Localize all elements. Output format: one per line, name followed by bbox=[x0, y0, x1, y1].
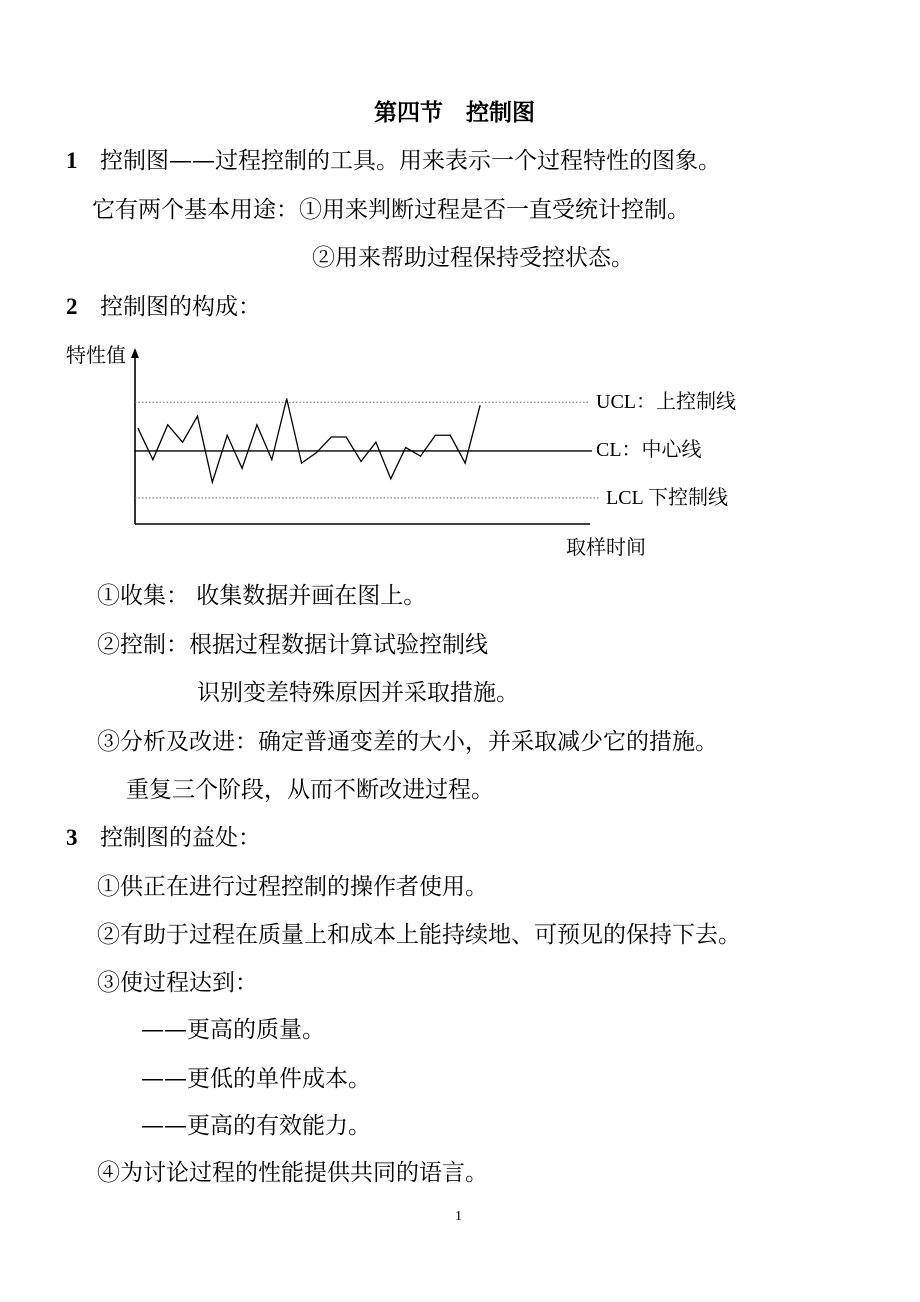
page-title: 第四节 控制图 bbox=[374, 99, 535, 126]
chart-y-axis-label: 特性值 bbox=[66, 343, 126, 367]
chart-data-point bbox=[316, 452, 317, 453]
section-2-heading: 控制图的构成： bbox=[100, 294, 261, 320]
control-chart bbox=[0, 0, 920, 600]
chart-y-axis-arrow-icon bbox=[131, 348, 139, 358]
benefit-subitem: ——更高的质量。 bbox=[141, 1017, 325, 1043]
chart-lcl-label: LCL 下控制线 bbox=[606, 487, 729, 509]
chart-ucl-label: UCL：上控制线 bbox=[596, 391, 736, 413]
chart-data-point bbox=[301, 463, 302, 464]
chart-data-point bbox=[137, 428, 138, 429]
benefit-item: ①供正在进行过程控制的操作者使用。 bbox=[97, 874, 488, 900]
section-1-heading: 控制图——过程控制的工具。用来表示一个过程特性的图象。 bbox=[100, 148, 721, 174]
step-control-detail: 识别变差特殊原因并采取措施。 bbox=[197, 680, 519, 706]
page-number: 1 bbox=[455, 1209, 462, 1224]
section-1-number: 1 bbox=[66, 148, 78, 173]
chart-data-point bbox=[405, 447, 406, 448]
chart-data-point bbox=[227, 435, 228, 436]
chart-data-point bbox=[241, 468, 242, 469]
chart-data-point bbox=[360, 461, 361, 462]
step-control: ②控制：根据过程数据计算试验控制线 bbox=[97, 632, 488, 658]
chart-data-point bbox=[197, 416, 198, 417]
chart-data-point bbox=[420, 456, 421, 457]
chart-data-point bbox=[152, 459, 153, 460]
step-collect: ①收集： 收集数据并画在图上。 bbox=[97, 583, 427, 609]
chart-data-point bbox=[286, 398, 287, 399]
section-2-number: 2 bbox=[66, 294, 78, 319]
chart-data-point bbox=[390, 478, 391, 479]
chart-x-axis-label: 取样时间 bbox=[566, 535, 646, 559]
chart-data-point bbox=[212, 482, 213, 483]
chart-data-point bbox=[331, 436, 332, 437]
benefit-item: ②有助于过程在质量上和成本上能持续地、可预见的保持下去。 bbox=[97, 922, 741, 948]
chart-data-point bbox=[346, 436, 347, 437]
benefit-item: ③使过程达到： bbox=[97, 970, 258, 996]
benefit-subitem: ——更低的单件成本。 bbox=[141, 1066, 371, 1092]
chart-data-point bbox=[256, 424, 257, 425]
chart-data-point bbox=[182, 442, 183, 443]
chart-data-point bbox=[435, 435, 436, 436]
chart-data-point bbox=[167, 424, 168, 425]
chart-series-points bbox=[137, 398, 480, 483]
section-1-uses-intro: 它有两个基本用途：①用来判断过程是否一直受统计控制。 bbox=[92, 197, 690, 223]
chart-series-line bbox=[138, 399, 480, 483]
section-3-number: 3 bbox=[66, 825, 78, 850]
section-1-uses-second: ②用来帮助过程保持受控状态。 bbox=[312, 245, 634, 271]
step-analyze: ③分析及改进：确定普通变差的大小，并采取减少它的措施。 bbox=[97, 729, 718, 755]
chart-data-point bbox=[375, 442, 376, 443]
section-3-heading-line bbox=[66, 823, 261, 853]
section-3-heading: 控制图的益处： bbox=[100, 825, 261, 851]
chart-data-point bbox=[450, 435, 451, 436]
chart-data-point bbox=[479, 405, 480, 406]
chart-data-point bbox=[271, 459, 272, 460]
chart-cl-label: CL：中心线 bbox=[596, 439, 702, 461]
benefit-item: ④为讨论过程的性能提供共同的语言。 bbox=[97, 1160, 488, 1186]
benefit-subitem: ——更高的有效能力。 bbox=[141, 1113, 371, 1139]
chart-data-point bbox=[465, 463, 466, 464]
step-repeat: 重复三个阶段，从而不断改进过程。 bbox=[126, 777, 494, 803]
